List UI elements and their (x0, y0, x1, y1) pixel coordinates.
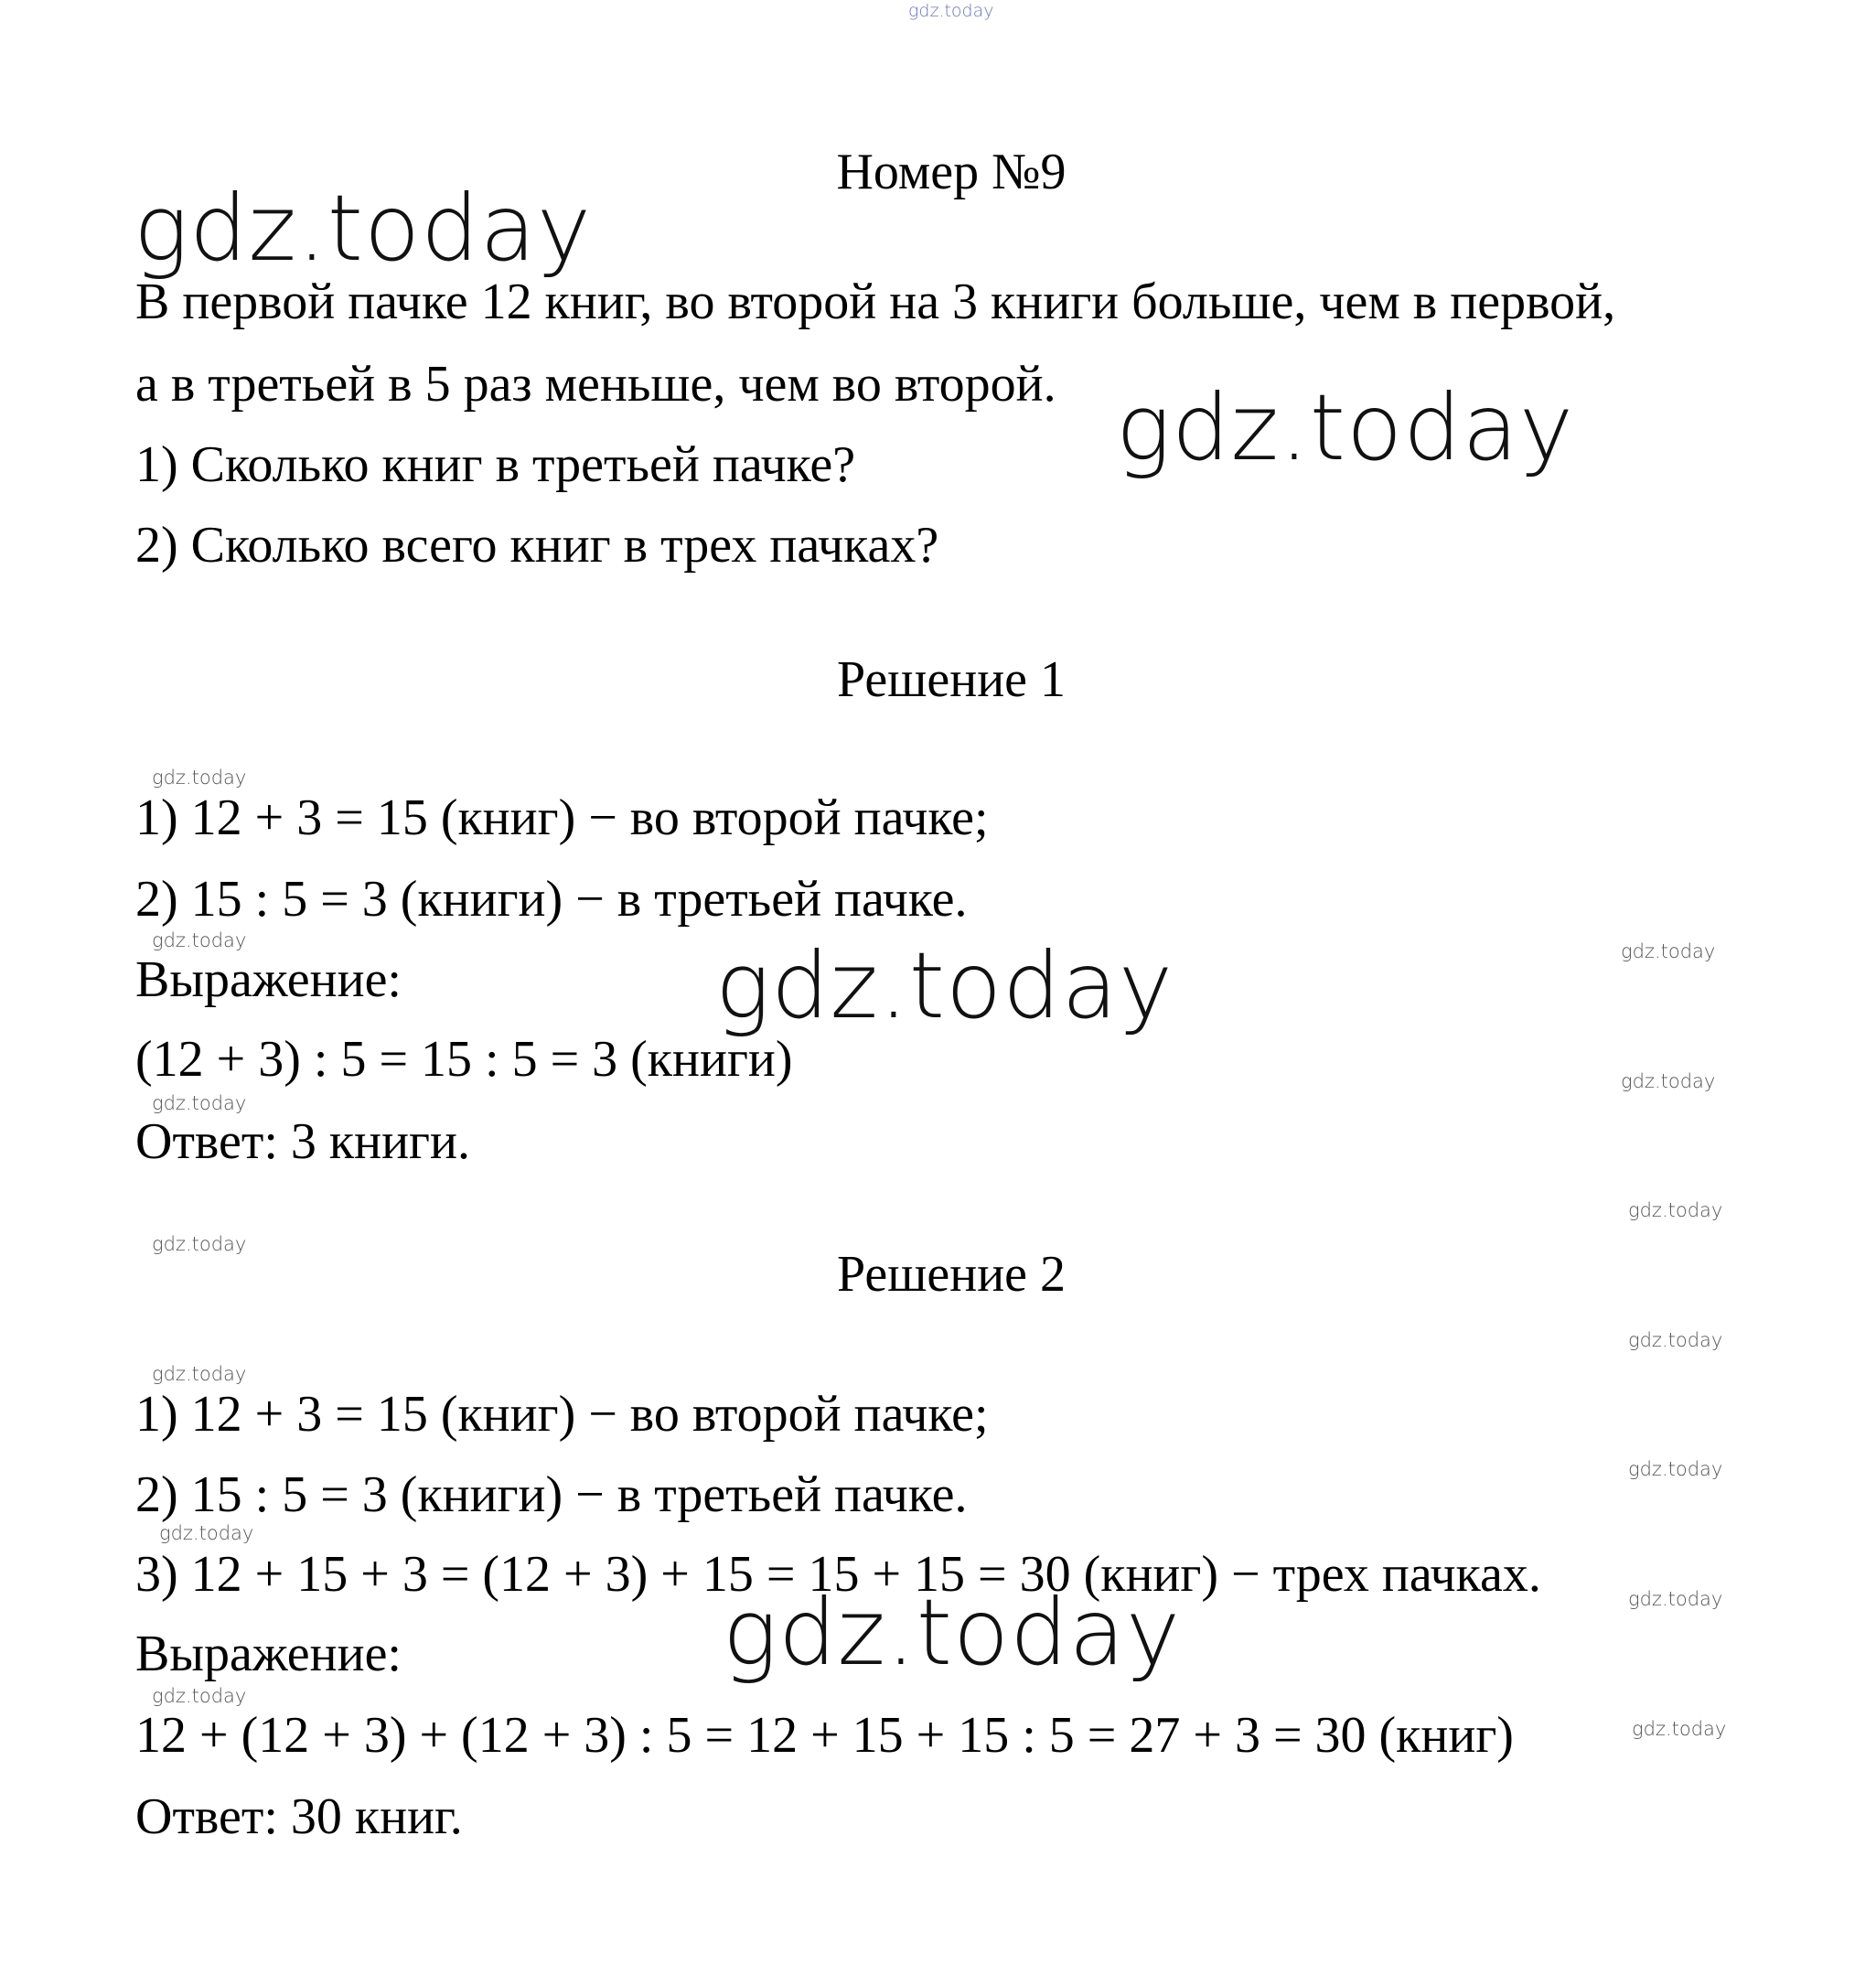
problem-line-1: В первой пачке 12 книг, во второй на 3 книги больше, чем в первой, (135, 274, 1616, 330)
solution-2-step-2: 2) 15 : 5 = 3 (книги) − в третьей пачке. (135, 1466, 968, 1523)
watermark-large: gdz.today (134, 175, 593, 282)
solution-1-expression-label: Выражение: (135, 951, 402, 1008)
watermark-small: gdz.today (152, 1363, 247, 1385)
solution-1-answer: Ответ: 3 книги. (135, 1113, 470, 1170)
solution-2-answer: Ответ: 30 книг. (135, 1788, 463, 1845)
watermark-large: gdz.today (1116, 374, 1575, 481)
watermark-small: gdz.today (152, 1685, 247, 1707)
watermark-small: gdz.today (152, 767, 247, 789)
solution-2-step-3: 3) 12 + 15 + 3 = (12 + 3) + 15 = 15 + 15 = 30 (книг) − трех пачках. (135, 1546, 1541, 1603)
watermark-small: gdz.today (1628, 1458, 1723, 1480)
watermark-small: gdz.today (152, 1092, 247, 1114)
watermark-small: gdz.today (1628, 1329, 1723, 1351)
page-title: Номер №9 (836, 144, 1067, 200)
solution-2-step-1: 1) 12 + 3 = 15 (книг) − во второй пачке; (135, 1386, 989, 1443)
solution-1-heading: Решение 1 (836, 651, 1067, 708)
watermark-small: gdz.today (1632, 1718, 1727, 1740)
solution-1-step-2: 2) 15 : 5 = 3 (книги) − в третьей пачке. (135, 871, 968, 928)
question-2: 2) Сколько всего книг в трех пачках? (135, 517, 939, 574)
solution-2-heading: Решение 2 (836, 1246, 1067, 1303)
watermark-large: gdz.today (715, 932, 1174, 1039)
watermark-small: gdz.today (152, 1233, 247, 1255)
watermark-small: gdz.today (159, 1522, 254, 1544)
question-1: 1) Сколько книг в третьей пачке? (135, 436, 856, 493)
watermark-small: gdz.today (1628, 1199, 1723, 1221)
solution-1-expression: (12 + 3) : 5 = 15 : 5 = 3 (книги) (135, 1031, 793, 1088)
watermark-small: gdz.today (1628, 1588, 1723, 1610)
watermark-top: gdz.today (908, 1, 994, 21)
watermark-small: gdz.today (1621, 1070, 1716, 1092)
solution-2-expression: 12 + (12 + 3) + (12 + 3) : 5 = 12 + 15 + 15 : 5 = 27 + 3 = 30 (книг) (135, 1707, 1514, 1764)
problem-line-2: а в третьей в 5 раз меньше, чем во второй. (135, 356, 1056, 413)
watermark-large: gdz.today (723, 1579, 1182, 1686)
watermark-small: gdz.today (1621, 940, 1716, 962)
solution-1-step-1: 1) 12 + 3 = 15 (книг) − во второй пачке; (135, 789, 989, 846)
solution-2-expression-label: Выражение: (135, 1626, 402, 1682)
watermark-small: gdz.today (152, 929, 247, 951)
